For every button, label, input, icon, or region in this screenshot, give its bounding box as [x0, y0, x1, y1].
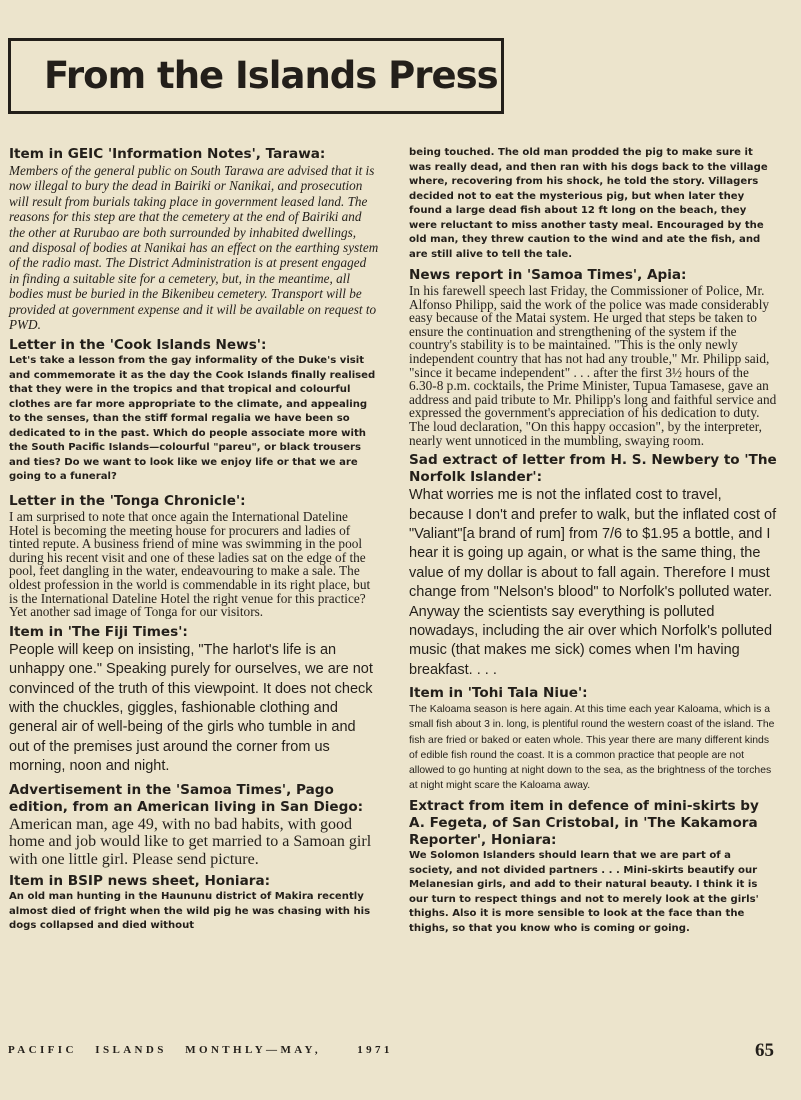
article-tohi-tala-niue — [409, 685, 777, 793]
article-body: Let's take a lesson from the gay informality of the Duke's visit and commemorate it as the day the Cook Islands finally realised that they were in the tropics and that tropical and colourful clothes are far more appropriate to the climate, and appealing to the senses, than the stiff formal regalia we have been so dedicated to in the past. Which do people associate more with the South Pacific Islands—colourful "pareu", or black trousers and ties? Do we want to look like we enjoy life or that we are going to a funeral? — [9, 355, 376, 483]
article-heading: Extract from item in defence of mini-skirts by A. Fegeta, of San Cristobal, in 'The Kakamora Reporter', Honiara: — [409, 798, 759, 849]
article-body: The Kaloama season is here again. At this time each year Kaloama, which is a small fish about 3 in. long, is plentiful round the western coast of the island. The fish are fried or baked or eaten whole. This year there are many different kinds of edible fish round the coast. It is a common practice that people are not allowed to go hunting at night down to the sea, as the brightness of the torches at night might scare the Kaloama away. — [409, 704, 775, 792]
article-kakamora-reporter — [409, 798, 777, 936]
article-heading: Sad extract of letter from H. S. Newbery to 'The Norfolk Islander': — [409, 452, 777, 486]
article-heading: Advertisement in the 'Samoa Times', Pago edition, from an American living in San Diego: — [9, 781, 364, 815]
article-heading: Item in 'The Fiji Times': — [9, 623, 188, 640]
article-samoa-times-apia — [409, 267, 777, 447]
article-geic-notes — [9, 146, 379, 332]
footer-publication-name: PACIFIC ISLANDS MONTHLY—MAY, — [8, 1044, 322, 1056]
article-body: In his farewell speech last Friday, the Commissioner of Police, Mr. Alfonso Philipp, said the work of the police was made considerably easy because of the Matai system. He urged that steps be taken to ensure the continuation and strengthening of the system if the country's stability is to be maintained. "This is the only newly independent country that has not had any trouble," Mr. Philipp said, "since it became independent" . . . after the first 3½ hours of the 6.30-8 p.m. cocktails, the Prime Minister, Tupua Tamasese, gave an address and paid tribute to Mr. Philipp's long and faithful service and expressed the government's appreciation of his dedication to duty. The loud declaration, "On this happy occasion", by the interpreter, nearly went unnoticed in the mumbling, swaying room. — [409, 283, 777, 448]
article-tonga-chronicle — [9, 493, 379, 619]
footer-year: 1971 — [357, 1044, 393, 1056]
article-samoa-times-advert — [9, 782, 379, 869]
page-number: 65 — [755, 1040, 774, 1061]
article-norfolk-islander — [409, 452, 777, 680]
article-fiji-times — [9, 624, 379, 777]
article-heading: Item in GEIC 'Information Notes', Tarawa: — [9, 146, 326, 162]
article-body: I am surprised to note that once again the International Dateline Hotel is becoming the meeting house for procurers and ladies of tinted repute. A business friend of mine was swimming in the pool during his recent visit and one of these ladies sat on the edge of the pool, feet dangling in the water, endeavouring to make a sale. The oldest profession in the world is commendable in its right place, but is the International Dateline Hotel the right venue for this practice? Yet another sad image of Tonga for our visitors. — [9, 508, 371, 620]
article-heading: News report in 'Samoa Times', Apia: — [409, 267, 687, 283]
article-body: What worries me is not the inflated cost to travel, because I don't and prefer to walk, but the inflated cost of "Valiant"[a brand of rum] from 7/6 to $1.95 a bottle, and I hear it is going up again, or what is the same thing, the value of my dollar is about to fall again. Therefore I must change from "Nelson's blood" to Norfolk's polluted water. Anyway the scientists say everything is polluted nowadays, including the air over which Norfolk's polluted music (that makes me sick) comes when I'm having breakfast. . . . — [409, 487, 777, 678]
right-column — [409, 146, 777, 936]
article-body-continued: being touched. The old man prodded the pig to make sure it was really dead, and then ran with his dogs back to the village where, recovering from his shock, he told the story. Villagers decided not to eat the mysterious pig, but when later they found a large dead fish about 12 ft long on the beach, they were reluctant to miss another tasty meal. Encouraged by the old man, they threw caution to the wind and ate the fish, and are still alive to tell the tale. — [409, 147, 768, 260]
article-body: Members of the general public on South Tarawa are advised that it is now illegal to bury the dead in Bairiki or Nanikai, and prosecution will result from burials taking place in government leased land. The reasons for this step are that the cemetery at the end of Bairiki and the other at Rurubao are both surrounded by inhabited dwellings, and disposal of bodies at Nanikai has an effect on the earthing system of the radio mast. The District Administration is at present engaged in finding a suitable site for a cemetery, but, in the meantime, all bodies must be buried in the Bikenibeu cemetery. Transport will be provided at government expense and it will be available on request to PWD. — [9, 163, 379, 333]
article-cook-islands-news — [9, 337, 379, 485]
title-box — [8, 38, 504, 114]
article-heading: Letter in the 'Tonga Chronicle': — [9, 492, 246, 509]
article-body: American man, age 49, with no bad habits, with good home and job would like to get married to a Samoan girl with one little girl. Please send picture. — [9, 815, 372, 868]
article-body: An old man hunting in the Haununu district of Makira recently almost died of fright when the wild pig he was chasing with his dogs collapsed and died without — [9, 891, 371, 932]
footer-publication — [8, 1044, 528, 1056]
article-body: We Solomon Islanders should learn that we are part of a society, and not divided partners . . . Mini-skirts beautify our Melanesian girls, and add to their natural beauty. I think it is our turn to respect things and not to merely look at the girls' thighs. Also it is more sensible to look at the face than the thighs, so that you know who is coming or going. — [409, 850, 759, 934]
article-heading: Item in BSIP news sheet, Honiara: — [9, 873, 271, 890]
article-bsip-news-continued — [409, 146, 777, 262]
article-heading: Item in 'Tohi Tala Niue': — [409, 685, 588, 702]
page-title: From the Islands Press — [44, 54, 498, 97]
article-heading: Letter in the 'Cook Islands News': — [9, 337, 267, 354]
left-column — [9, 146, 379, 934]
article-bsip-news — [9, 873, 379, 934]
article-body: People will keep on insisting, "The harlot's life is an unhappy one." Speaking purely for ourselves, we are not convinced of the truth of this viewpoint. It does not check with the chuckles, giggles, fashionable clothing and general air of well-being of the girls who tumble in and out of the premises just around the corner from us morning, noon and night. — [9, 641, 373, 775]
